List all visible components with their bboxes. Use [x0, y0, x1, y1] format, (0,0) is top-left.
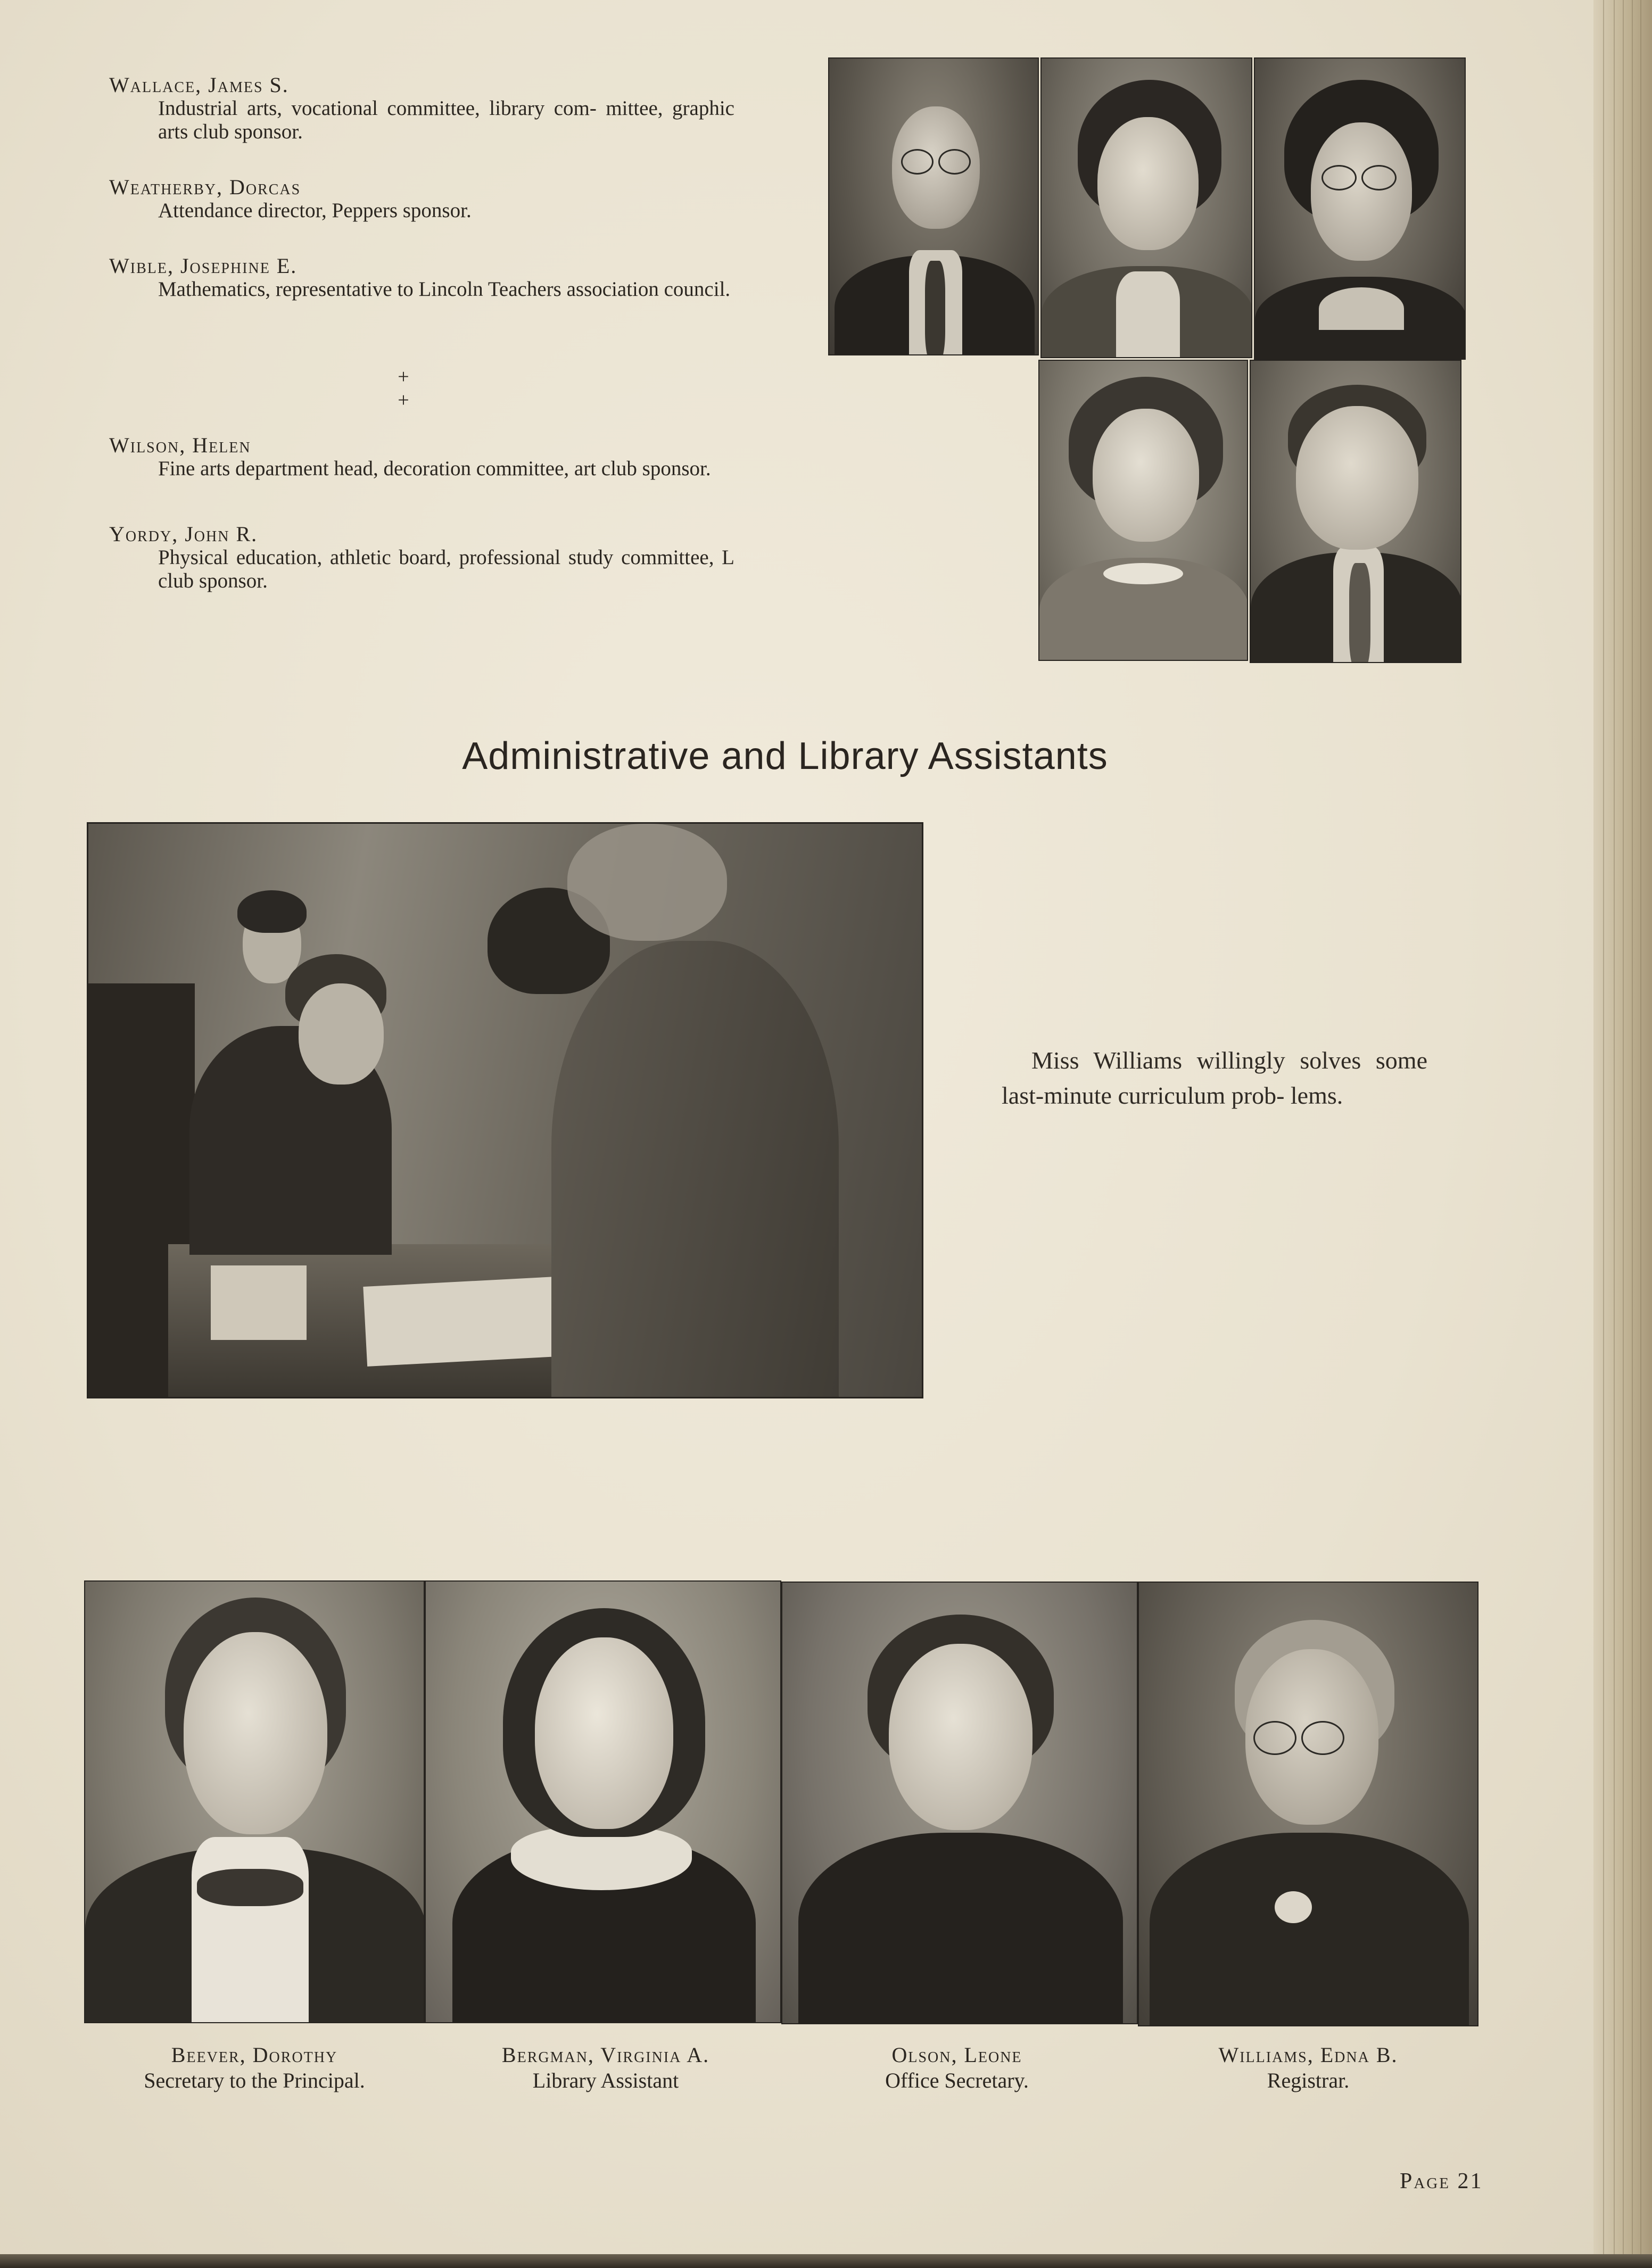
portrait-photo-olson: [781, 1582, 1138, 2024]
assistant-caption-olson: [792, 2042, 1122, 2093]
faculty-name: Wilson, Helen: [109, 433, 251, 457]
faculty-entry-weatherby: [109, 176, 734, 222]
assistant-caption-williams: [1143, 2042, 1473, 2093]
section-divider: + +: [398, 366, 433, 411]
faculty-entry-wallace: [109, 73, 734, 144]
faculty-entry-yordy: [109, 523, 734, 593]
page-bottom-edge: [0, 2254, 1652, 2268]
faculty-name: Weatherby, Dorcas: [109, 175, 301, 199]
faculty-name: Wible, Josephine E.: [109, 254, 298, 278]
assistant-caption-beever: [89, 2042, 419, 2093]
group-photo: [87, 822, 923, 1398]
faculty-entry-wible: [109, 254, 734, 301]
portrait-photo-williams: [1138, 1582, 1478, 2026]
group-photo-caption: Miss Williams willingly solves some last-minute curriculum prob- lems.: [1002, 1047, 1427, 1109]
faculty-desc: Mathematics, representative to Lincoln Teachers association council.: [158, 278, 731, 301]
page-number: Page 21: [1400, 2169, 1483, 2193]
faculty-desc: Industrial arts, vocational committee, library com- mittee, graphic arts club sponsor.: [158, 97, 734, 143]
assistant-role: Library Assistant: [532, 2068, 679, 2092]
assistant-name: Olson, Leone: [891, 2043, 1022, 2067]
faculty-name: Yordy, John R.: [109, 522, 258, 546]
assistant-caption-bergman: [441, 2042, 771, 2093]
page-edge: [1593, 0, 1652, 2268]
portrait-photo-bergman: [425, 1580, 781, 2023]
portrait-photo-wilson: [1038, 360, 1248, 661]
faculty-desc: Attendance director, Peppers sponsor.: [158, 199, 472, 222]
assistant-name: Beever, Dorothy: [171, 2043, 338, 2067]
assistant-role: Secretary to the Principal.: [144, 2068, 365, 2092]
portrait-photo-wible: [1254, 57, 1466, 360]
portrait-photo-beever: [84, 1580, 425, 2023]
portrait-photo-weatherby: [1040, 57, 1252, 358]
faculty-desc: Physical education, athletic board, professional study committee, L club sponsor.: [158, 546, 734, 592]
portrait-photo-wallace: [828, 57, 1039, 355]
section-title: Administrative and Library Assistants: [462, 735, 1108, 777]
assistant-role: Registrar.: [1267, 2068, 1350, 2092]
assistant-role: Office Secretary.: [885, 2068, 1029, 2092]
assistant-name: Williams, Edna B.: [1218, 2043, 1398, 2067]
portrait-photo-yordy: [1250, 360, 1461, 663]
faculty-name: Wallace, James S.: [109, 73, 289, 97]
faculty-desc: Fine arts department head, decoration committee, art club sponsor.: [158, 457, 711, 480]
faculty-entry-wilson: [109, 434, 734, 481]
assistant-name: Bergman, Virginia A.: [501, 2043, 710, 2067]
